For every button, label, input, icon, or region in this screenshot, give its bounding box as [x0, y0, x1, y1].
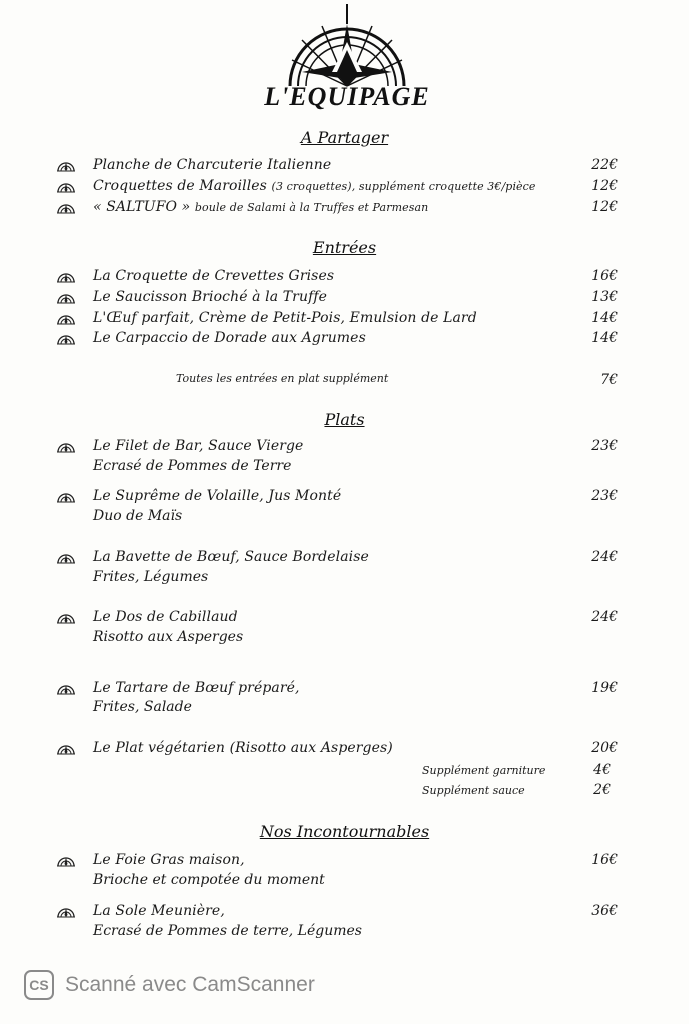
supplement-label: Supplément garniture [422, 764, 546, 777]
item-subtitle: Frites, Salade [93, 699, 192, 715]
item-price: 12€ [591, 178, 618, 194]
compass-icon [56, 441, 76, 453]
section-title-plats: Plats [324, 410, 365, 429]
entrees-note: Toutes les entrées en plat supplément [176, 372, 389, 385]
item-price: 20€ [591, 740, 618, 756]
item-subtitle: Ecrasé de Pommes de terre, Légumes [93, 923, 362, 939]
compass-icon [56, 906, 76, 918]
menu-item [0, 549, 689, 569]
compass-icon [56, 855, 76, 867]
compass-icon [56, 491, 76, 503]
item-name: Planche de Charcuterie Italienne [93, 157, 332, 173]
item-name: Le Filet de Bar, Sauce Vierge [93, 438, 304, 454]
item-subtitle: Duo de Maïs [93, 508, 183, 524]
menu-item [0, 199, 689, 219]
compass-icon [56, 743, 76, 755]
item-price: 22€ [591, 157, 618, 173]
menu-item [0, 289, 689, 309]
item-price: 24€ [591, 549, 618, 565]
menu-item [0, 903, 689, 923]
camscanner-text: Scanné avec CamScanner [65, 973, 315, 996]
camscanner-watermark [24, 968, 315, 1002]
restaurant-name: L'EQUIPAGE [264, 82, 430, 111]
section-title-partager: A Partager [300, 128, 389, 147]
item-detail: boule de Salami à la Truffes et Parmesan [194, 201, 429, 214]
entrees-note-price: 7€ [600, 372, 618, 388]
menu-item [0, 268, 689, 288]
compass-icon [56, 313, 76, 325]
item-name: Croquettes de Maroilles (3 croquettes), supplément croquette 3€/pièce [93, 178, 536, 194]
item-detail: (3 croquettes), supplément croquette 3€/pièce [271, 180, 536, 193]
compass-icon [56, 181, 76, 193]
section-title-entrees: Entrées [312, 238, 377, 257]
compass-icon [56, 612, 76, 624]
menu-item [0, 852, 689, 872]
menu-item [0, 330, 689, 350]
item-name: Le Dos de Cabillaud [93, 609, 238, 625]
item-price: 23€ [591, 438, 618, 454]
compass-icon [56, 202, 76, 214]
menu-item [0, 609, 689, 629]
item-price: 16€ [591, 268, 618, 284]
menu-item [0, 740, 689, 760]
item-name: Le Plat végétarien (Risotto aux Asperges) [93, 740, 393, 756]
supplement-price: 2€ [593, 782, 611, 798]
item-name: La Sole Meunière, [93, 903, 225, 919]
item-price: 23€ [591, 488, 618, 504]
item-subtitle: Ecrasé de Pommes de Terre [93, 458, 292, 474]
item-name: Le Saucisson Brioché à la Truffe [93, 289, 328, 305]
item-price: 14€ [591, 310, 618, 326]
supplement-row [0, 782, 689, 802]
section-title-incontournables: Nos Incontournables [259, 822, 430, 841]
compass-icon [56, 292, 76, 304]
item-name: Le Tartare de Bœuf préparé, [93, 680, 300, 696]
compass-icon [56, 333, 76, 345]
supplement-price: 4€ [593, 762, 611, 778]
compass-icon [56, 160, 76, 172]
compass-icon [56, 552, 76, 564]
item-price: 16€ [591, 852, 618, 868]
menu-item [0, 488, 689, 508]
item-subtitle: Risotto aux Asperges [93, 629, 244, 645]
menu-item [0, 438, 689, 458]
item-price: 24€ [591, 609, 618, 625]
item-name: Le Foie Gras maison, [93, 852, 245, 868]
item-subtitle: Brioche et compotée du moment [93, 872, 325, 888]
menu-item [0, 680, 689, 700]
item-name: L'Œuf parfait, Crème de Petit-Pois, Emulsion de Lard [93, 310, 477, 326]
item-name: Le Suprême de Volaille, Jus Monté [93, 488, 342, 504]
item-name: La Bavette de Bœuf, Sauce Bordelaise [93, 549, 369, 565]
item-price: 19€ [591, 680, 618, 696]
item-subtitle: Frites, Légumes [93, 569, 209, 585]
menu-item [0, 178, 689, 198]
camscanner-icon: CS [24, 970, 54, 1000]
compass-icon [56, 683, 76, 695]
entrees-note-row [0, 372, 689, 392]
menu-item [0, 157, 689, 177]
item-price: 36€ [591, 903, 618, 919]
item-name: La Croquette de Crevettes Grises [93, 268, 335, 284]
item-price: 14€ [591, 330, 618, 346]
item-price: 13€ [591, 289, 618, 305]
supplement-row [0, 762, 689, 782]
compass-icon [56, 271, 76, 283]
menu-item [0, 310, 689, 330]
item-price: 12€ [591, 199, 618, 215]
item-name: Le Carpaccio de Dorade aux Agrumes [93, 330, 366, 346]
item-name: « SALTUFO » boule de Salami à la Truffes et Parmesan [93, 199, 429, 215]
supplement-label: Supplément sauce [422, 784, 525, 797]
